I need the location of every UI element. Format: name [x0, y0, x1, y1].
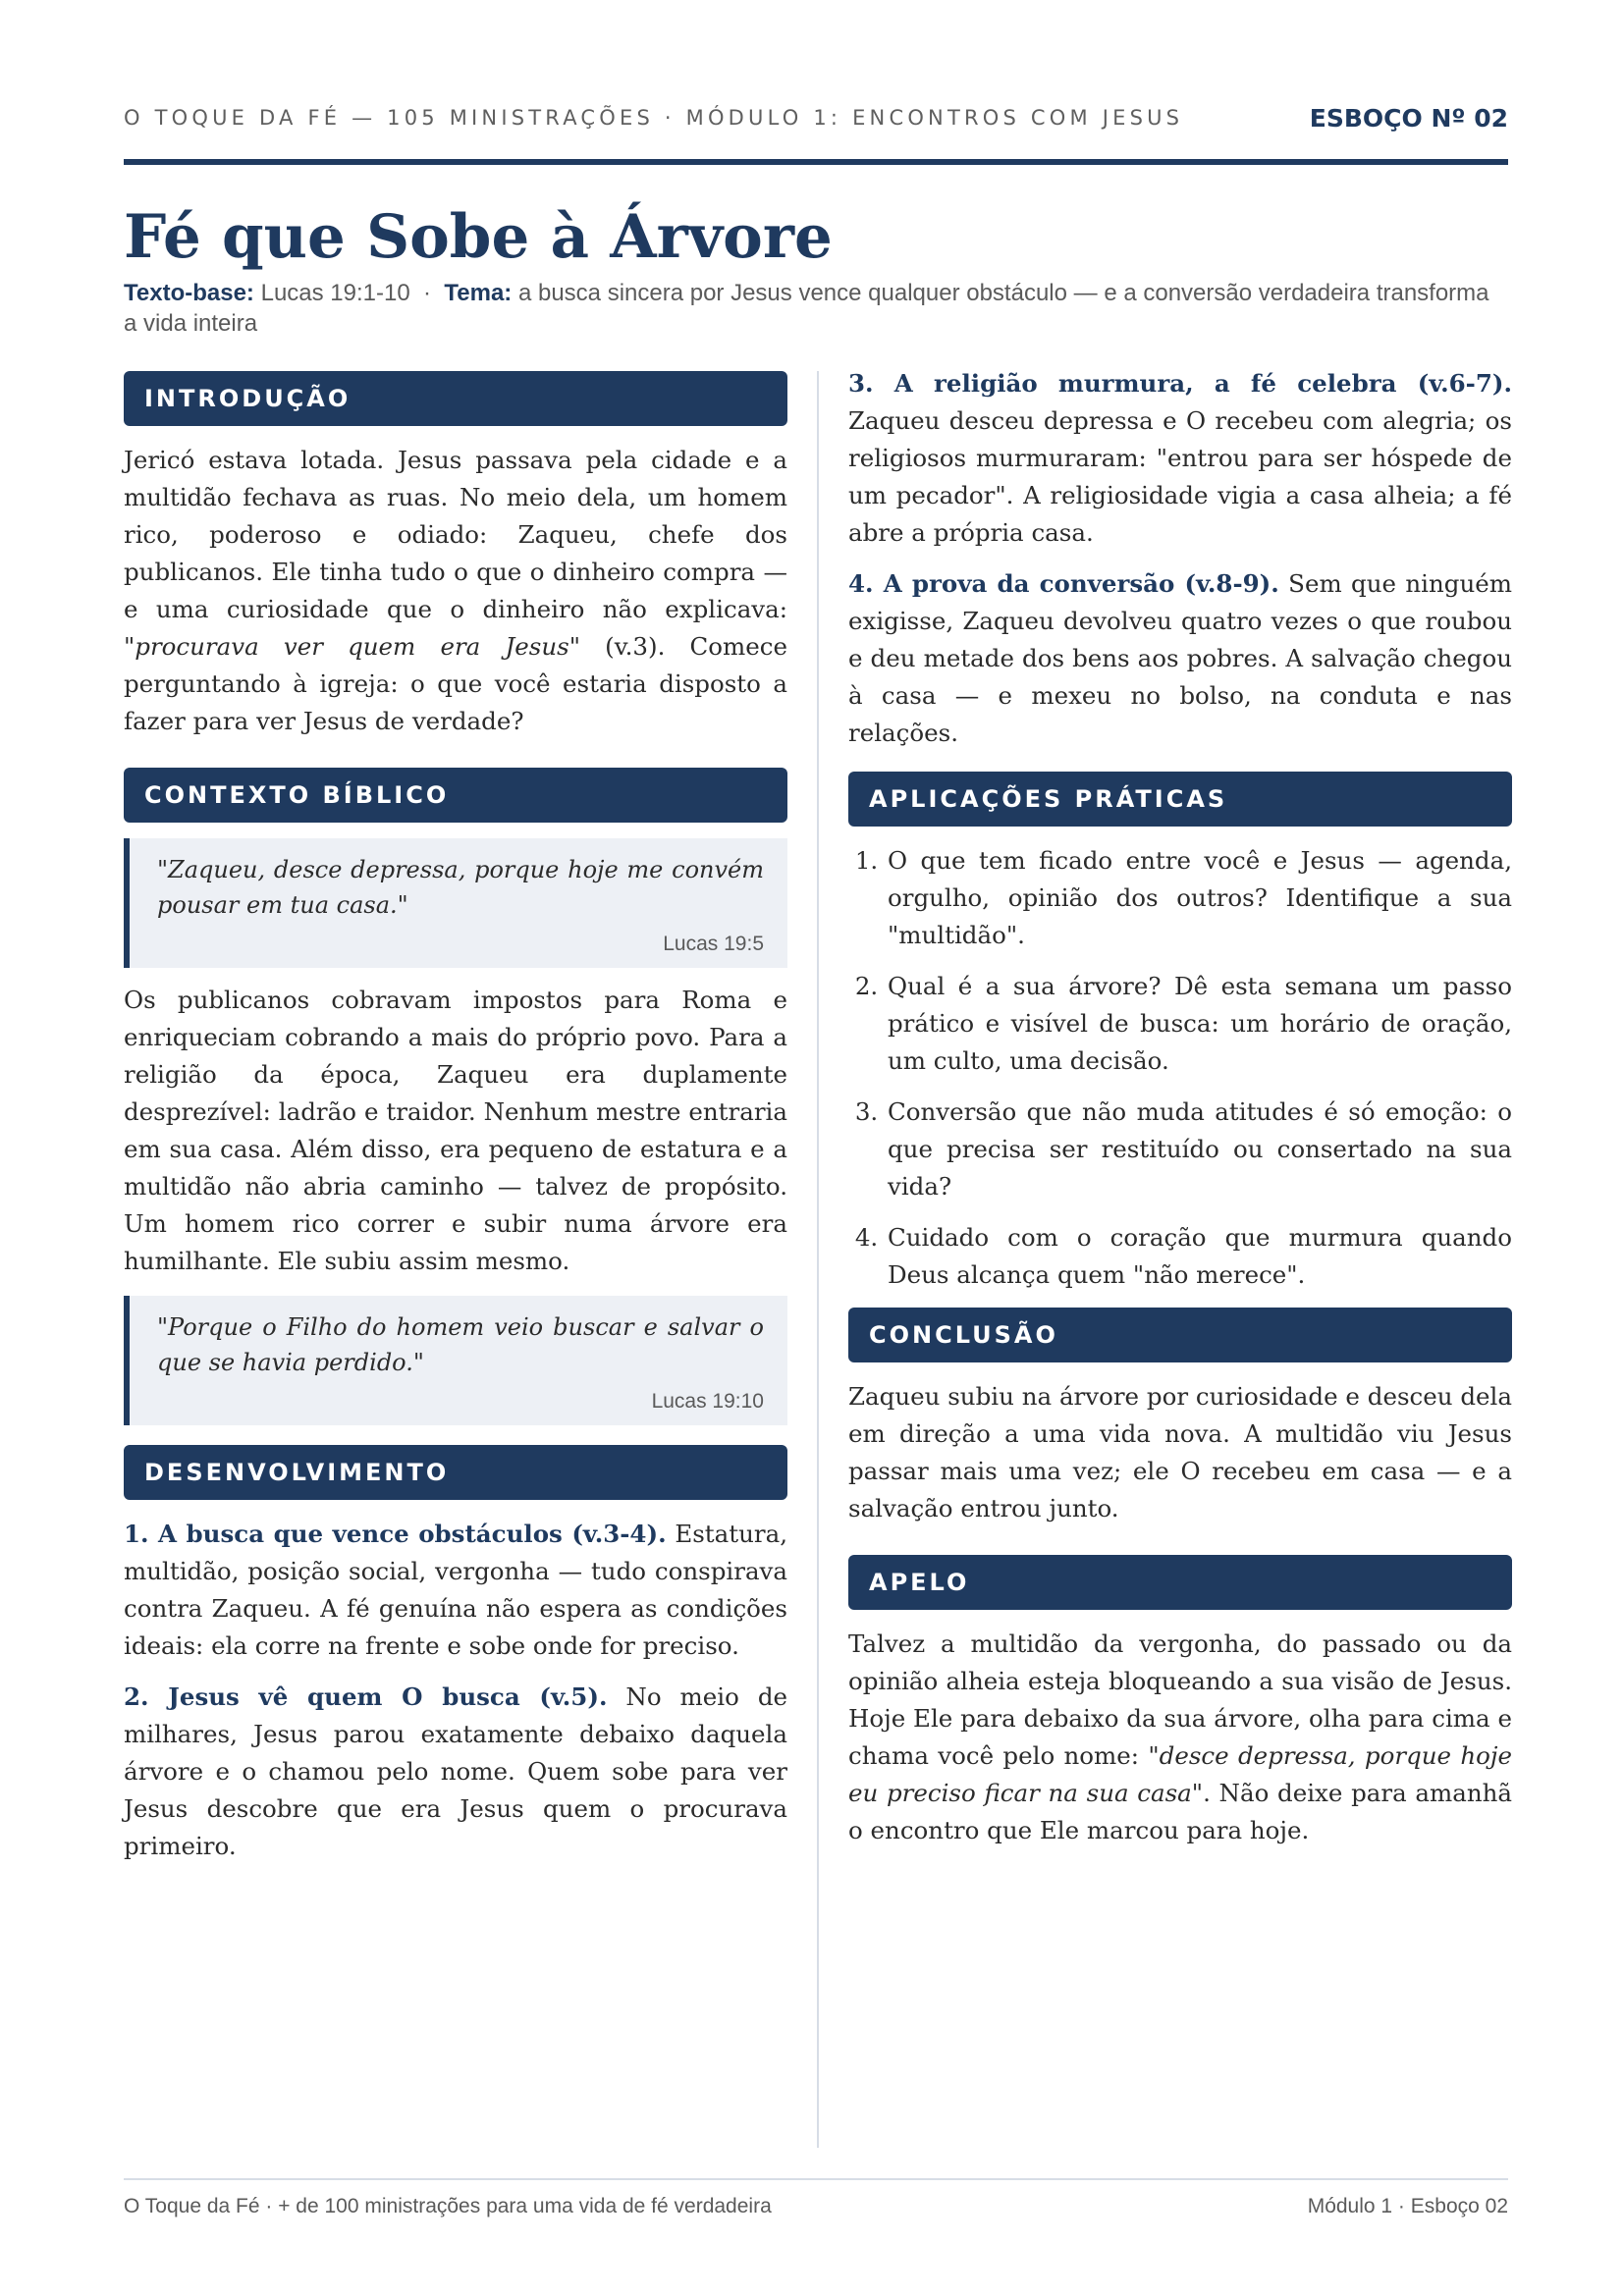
- section-heading-apelo: APELO: [848, 1555, 1512, 1610]
- development-point-text: Zaqueu desceu depressa e O recebeu com alegria; os religiosos murmuraram: "entrou para ser hóspede de um pecador". A religiosidade vigia a casa alheia; a fé abre a própria casa.: [848, 406, 1512, 547]
- page-title: Fé que Sobe à Árvore: [124, 202, 833, 272]
- running-header: [124, 106, 1508, 141]
- section-heading-contexto: CONTEXTO BÍBLICO: [124, 768, 787, 823]
- introducao-text-part: (v.3). Comece perguntando à igreja: o que você estaria disposto a fazer para ver Jesus de verdade?: [124, 632, 787, 735]
- left-column: [124, 371, 787, 1879]
- apelo-text: [848, 1626, 1512, 1849]
- development-point: [124, 1679, 787, 1865]
- quote-reference: Lucas 19:5: [663, 933, 764, 955]
- list-item: 1. O que tem ficado entre você e Jesus — agenda, orgulho, opinião dos outros? Identifique a sua "multidão".: [886, 842, 1512, 954]
- development-point-text: No meio de milhares, Jesus parou exatamente debaixo daquela árvore e o chamou pelo nome. Quem sobe para ver Jesus descobre que era Jesus quem o procurava primeiro.: [124, 1682, 787, 1860]
- section-heading-desenvolvimento: DESENVOLVIMENTO: [124, 1445, 787, 1500]
- texto-base-label: Texto-base:: [124, 280, 254, 306]
- meta-separator: ·: [423, 280, 432, 306]
- apelo-quote-inline: "desce depressa, porque hoje eu preciso ficar na sua casa": [848, 1741, 1512, 1807]
- quote-reference: Lucas 19:10: [651, 1390, 764, 1413]
- document-page: [124, 0, 1512, 2296]
- list-item: 4. Cuidado com o coração que murmura quando Deus alcança quem "não merece".: [886, 1219, 1512, 1294]
- sermon-meta: [124, 278, 1508, 339]
- quote-text: "Zaqueu, desce depressa, porque hoje me convém pousar em tua casa.": [157, 856, 764, 919]
- apelo-text-part: . Não deixe para amanhã o encontro que Ele marcou para hoje.: [848, 1779, 1512, 1844]
- development-point-title: 2. Jesus vê quem O busca (v.5).: [124, 1682, 608, 1711]
- development-point-text: Sem que ninguém exigisse, Zaqueu devolveu quatro vezes o que roubou e deu metade dos bens aos pobres. A salvação chegou à casa — e mexeu no bolso, na conduta e nas relações.: [848, 569, 1512, 747]
- series-title: O TOQUE DA FÉ — 105 MINISTRAÇÕES · MÓDULO 1: ENCONTROS COM JESUS: [124, 106, 1184, 130]
- development-point: [848, 365, 1512, 552]
- contexto-text: Os publicanos cobravam impostos para Roma e enriqueciam cobrando a mais do próprio povo. Para a religião da época, Zaqueu era duplamente desprezível: ladrão e traidor. Nenhum mestre entraria em sua casa. Além disso, era pequeno de estatura e a multidão não abria caminho — talvez de propósito. Um homem rico correr e subir numa árvore era humilhante. Ele subiu assim mesmo.: [124, 986, 787, 1275]
- section-heading-introducao: INTRODUÇÃO: [124, 371, 787, 426]
- quote-text: "Porque o Filho do homem veio buscar e salvar o que se havia perdido.": [157, 1313, 764, 1376]
- development-point-title: 3. A religião murmura, a fé celebra (v.6-7).: [848, 369, 1512, 398]
- development-point-title: 1. A busca que vence obstáculos (v.3-4).: [124, 1520, 667, 1548]
- scripture-quote: [124, 838, 787, 968]
- introducao-quote-inline: "procurava ver quem era Jesus": [124, 632, 580, 661]
- column-divider: [817, 371, 819, 2148]
- header-rule: [124, 159, 1508, 165]
- texto-base-value: Lucas 19:1-10: [260, 280, 410, 306]
- development-point-title: 4. A prova da conversão (v.8-9).: [848, 569, 1279, 598]
- introducao-text-part: Jericó estava lotada. Jesus passava pela cidade e a multidão fechava as ruas. No meio dela, um homem rico, poderoso e odiado: Zaqueu, chefe dos publicanos. Ele tinha tudo o que o dinheiro compra — e uma curiosidade que o dinheiro não explicava:: [124, 446, 787, 623]
- list-item: 3. Conversão que não muda atitudes é só emoção: o que precisa ser restituído ou consertado na sua vida?: [886, 1094, 1512, 1205]
- section-heading-conclusao: CONCLUSÃO: [848, 1308, 1512, 1362]
- outline-number-badge: ESBOÇO Nº 02: [1309, 104, 1508, 133]
- development-point: [848, 565, 1512, 752]
- tema-value: a busca sincera por Jesus vence qualquer obstáculo — e a conversão verdadeira transforma a vida inteira: [124, 280, 1489, 337]
- conclusao-text: Zaqueu subiu na árvore por curiosidade e desceu dela em direção a uma vida nova. A multidão viu Jesus passar mais uma vez; ele O recebeu em casa — e a salvação entrou junto.: [848, 1382, 1512, 1522]
- scripture-quote: [124, 1296, 787, 1425]
- development-point: [124, 1516, 787, 1665]
- right-column: [848, 371, 1512, 1849]
- applications-list: [848, 842, 1512, 1294]
- list-item: 2. Qual é a sua árvore? Dê esta semana um passo prático e visível de busca: um horário de oração, um culto, uma decisão.: [886, 968, 1512, 1080]
- tema-label: Tema:: [444, 280, 513, 306]
- development-point-text: Estatura, multidão, posição social, vergonha — tudo conspirava contra Zaqueu. A fé genuína não espera as condições ideais: ela corre na frente e sobe onde for preciso.: [124, 1520, 787, 1660]
- footer-page-label: Módulo 1 · Esboço 02: [1307, 2195, 1508, 2217]
- footer-left-text: O Toque da Fé · + de 100 ministrações para uma vida de fé verdadeira: [124, 2195, 772, 2217]
- introducao-text: [124, 442, 787, 740]
- apelo-text-part: Talvez a multidão da vergonha, do passado ou da opinião alheia esteja bloqueando a sua visão de Jesus. Hoje Ele para debaixo da sua árvore, olha para cima e chama você pelo nome:: [848, 1629, 1512, 1770]
- section-heading-aplicacoes: APLICAÇÕES PRÁTICAS: [848, 772, 1512, 827]
- footer-rule: [124, 2178, 1508, 2180]
